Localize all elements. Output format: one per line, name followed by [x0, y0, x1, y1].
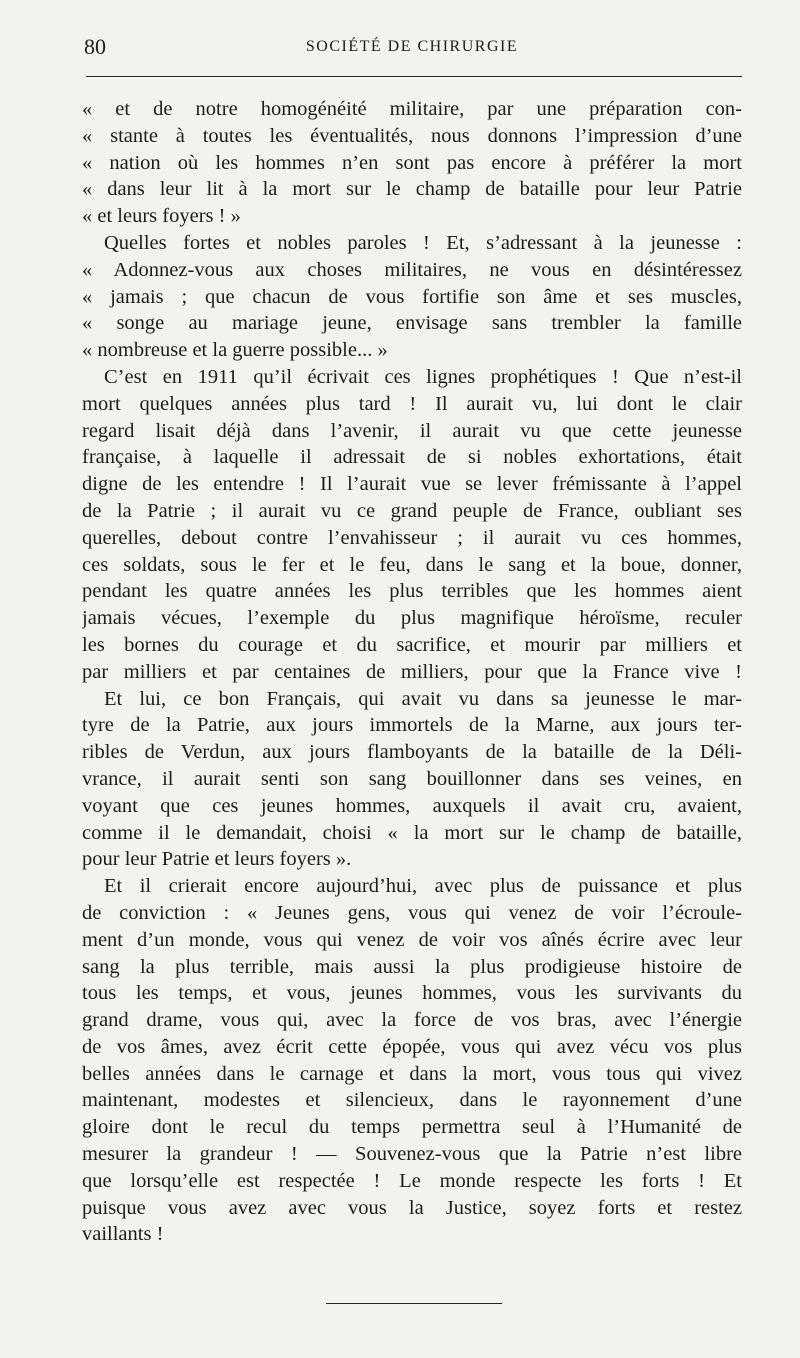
running-title: SOCIÉTÉ DE CHIRURGIE — [305, 38, 519, 55]
page-header — [82, 30, 742, 64]
text-line: française, à laquelle il adressait de si nobles exhortations, était — [82, 446, 742, 469]
text-line: C’est en 1911 qu’il écrivait ces lignes prophétiques ! Que n’est-il — [104, 365, 742, 388]
text-line: « nation où les hommes n’en sont pas encore à préférer la mort — [82, 151, 742, 174]
text-line: pendant les quatre années les plus terribles que les hommes aient — [82, 580, 742, 603]
text-line: digne de les entendre ! Il l’aurait vue se lever frémissante à l’appel — [82, 473, 742, 496]
text-line: « et de notre homogénéité militaire, par une préparation con- — [82, 98, 742, 120]
text-line: « stante à toutes les éventualités, nous donnons l’impression d’une — [82, 124, 742, 147]
text-line: Et lui, ce bon Français, qui avait vu dans sa jeunesse le mar- — [104, 687, 742, 710]
text-line: gloire dont le recul du temps permettra seul à l’Humanité de — [82, 1116, 742, 1139]
text-line: puisque vous avez avec vous la Justice, soyez forts et restez — [82, 1196, 742, 1219]
text-line: de conviction : « Jeunes gens, vous qui venez de voir l’écroule- — [82, 901, 742, 924]
text-line: sang la plus terrible, mais aussi la plus prodigieuse histoire de — [82, 955, 742, 978]
text-line: les bornes du courage et du sacrifice, et mourir par milliers et — [82, 633, 742, 656]
text-line: « songe au mariage jeune, envisage sans trembler la famille — [82, 312, 742, 335]
text-line: « nombreuse et la guerre possible... » — [82, 339, 388, 362]
text-line: grand drame, vous qui, avec la force de vos bras, avec l’énergie — [82, 1009, 742, 1032]
text-line: maintenant, modestes et silencieux, dans le rayonnement d’une — [82, 1089, 742, 1112]
text-line: mesurer la grandeur ! — Souvenez-vous que la Patrie n’est libre — [82, 1143, 742, 1166]
text-line: querelles, debout contre l’envahisseur ; il aurait vu ces hommes, — [82, 526, 742, 549]
page-number: 80 — [84, 34, 106, 59]
text-line: pour leur Patrie et leurs foyers ». — [82, 848, 352, 871]
text-line: « et leurs foyers ! » — [82, 205, 241, 228]
text-line: belles années dans le carnage et dans la mort, vous tous qui vivez — [82, 1062, 742, 1085]
text-line: de la Patrie ; il aurait vu ce grand peuple de France, oubliant ses — [82, 499, 742, 522]
text-line: ces soldats, sous le fer et le feu, dans le sang et la boue, donner, — [82, 553, 742, 576]
body-text — [82, 96, 742, 1248]
end-rule — [326, 1303, 502, 1304]
text-line: comme il le demandait, choisi « la mort sur le champ de bataille, — [82, 821, 742, 844]
text-line: « jamais ; que chacun de vous fortifie son âme et ses muscles, — [82, 285, 742, 308]
text-line: de vos âmes, avez écrit cette épopée, vous qui avez vécu vos plus — [82, 1035, 742, 1058]
text-line: vrance, il aurait senti son sang bouillonner dans ses veines, en — [82, 767, 742, 790]
text-line: voyant que ces jeunes hommes, auxquels il avait cru, avaient, — [82, 794, 742, 817]
text-line: ment d’un monde, vous qui venez de voir vos aînés écrire avec leur — [82, 928, 742, 951]
text-line: tous les temps, et vous, jeunes hommes, vous les survivants du — [82, 982, 742, 1005]
text-line: Quelles fortes et nobles paroles ! Et, s’adressant à la jeunesse : — [104, 231, 742, 254]
text-line: Et il crierait encore aujourd’hui, avec plus de puissance et plus — [104, 875, 742, 898]
text-line: tyre de la Patrie, aux jours immortels de la Marne, aux jours ter- — [82, 714, 742, 737]
text-line: vaillants ! — [82, 1223, 164, 1246]
text-line: jamais vécues, l’exemple du plus magnifique héroïsme, reculer — [82, 607, 742, 630]
text-line: que lorsqu’elle est respectée ! Le monde respecte les forts ! Et — [82, 1169, 742, 1192]
text-line: ribles de Verdun, aux jours flamboyants de la bataille de la Déli- — [82, 741, 742, 764]
text-line: regard lisait déjà dans l’avenir, il aurait vu que cette jeunesse — [82, 419, 742, 442]
text-line: par milliers et par centaines de milliers, pour que la France vive ! — [82, 660, 742, 683]
text-line: mort quelques années plus tard ! Il aurait vu, lui dont le clair — [82, 392, 742, 415]
text-line: « dans leur lit à la mort sur le champ de bataille pour leur Patrie — [82, 178, 742, 201]
text-line: « Adonnez-vous aux choses militaires, ne vous en désintéressez — [82, 258, 742, 281]
header-rule — [86, 76, 742, 77]
